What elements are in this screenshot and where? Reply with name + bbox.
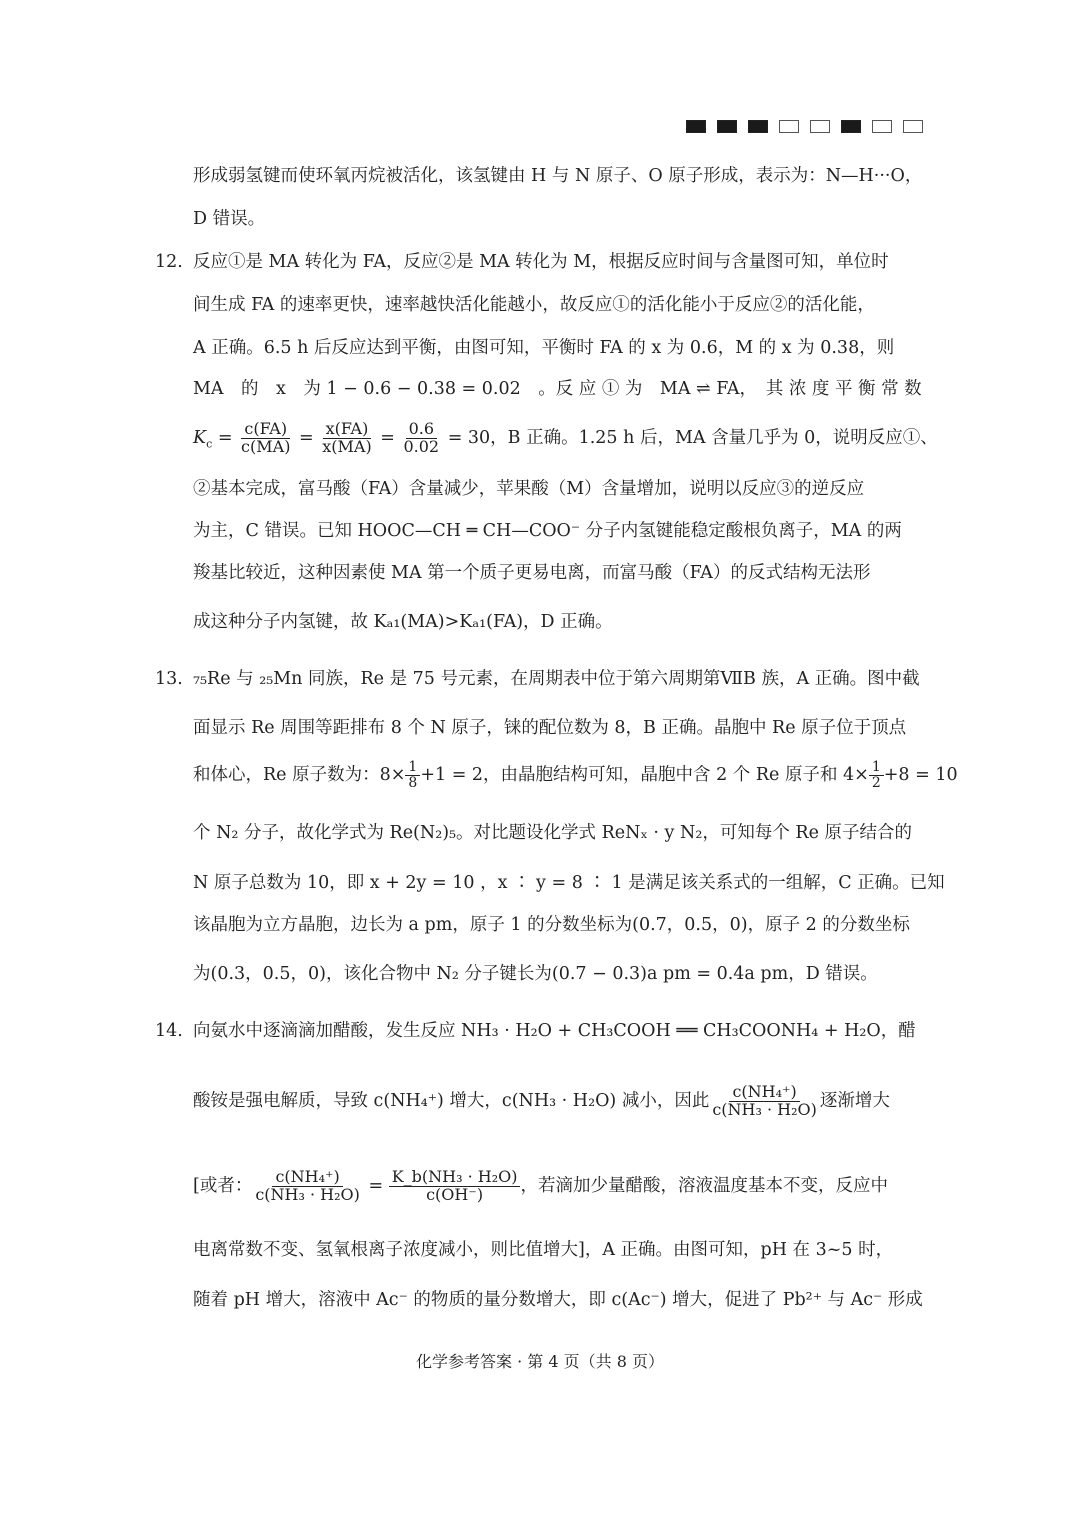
ratio-line (193, 1078, 925, 1124)
text-line: MA 的 x 为 1 − 0.6 − 0.38 = 0.02 。反 应 ① 为 MA ⇌ FA， 其 浓 度 平 衡 常 数 (193, 379, 922, 399)
text-run: +1 = 2，由晶胞结构可知，晶胞中含 2 个 Re 原子和 4× (420, 765, 869, 785)
text-line: 羧基比较近，这种因素使 MA 第一个质子更易电离，而富马酸（FA）的反式结构无法形 (193, 563, 871, 583)
kc-symbol: K (193, 428, 207, 448)
mark-filled (748, 120, 768, 133)
numerator: c(NH₄⁺) (729, 1084, 799, 1102)
text-line: A 正确。6.5 h 后反应达到平衡，由图可知，平衡时 FA 的 x 为 0.6，M 的 x 为 0.38，则 (193, 338, 895, 358)
denominator: c(NH₃ · H₂O) (255, 1185, 360, 1204)
question-number: 13. (155, 669, 183, 689)
text-line: D 错误。 (193, 209, 266, 229)
text-run: 酸铵是强电解质，导致 c(NH₄⁺) 增大，c(NH₃ · H₂O) 减小，因此 (193, 1091, 710, 1111)
question-number: 12. (155, 252, 183, 272)
text-line: N 原子总数为 10，即 x + 2y = 10 ，x ∶ y = 8 ∶ 1 是满足该关系式的一组解，C 正确。已知 (193, 873, 945, 893)
text-line: 反应①是 MA 转化为 FA，反应②是 MA 转化为 M，根据反应时间与含量图可知，单位时 (193, 252, 889, 272)
denominator: c(NH₃ · H₂O) (712, 1100, 817, 1119)
question-number: 14. (155, 1021, 183, 1041)
denominator: 0.02 (403, 437, 440, 456)
denominator: 2 (871, 775, 881, 791)
text-line: 间生成 FA 的速率更快，速率越快活化能越小，故反应①的活化能小于反应②的活化能， (193, 295, 875, 315)
text-run: +8 = 10 (883, 765, 958, 785)
mark-filled (841, 120, 861, 133)
text-line: 成这种分子内氢键，故 Kₐ₁(MA)>Kₐ₁(FA)，D 正确。 (193, 612, 613, 632)
alternative-ratio-line: [或者： $\frac{\text{c(NH₄⁺)}}{\text{c(NH₃ · H₂O)}}$ = $\frac{\text{K\_b(NH₃ · H₂O)}}{c(OH^-)}$ ，若滴加少量醋酸，溶液温度基本不变，反应中 (193, 1167, 888, 1204)
fraction (252, 1169, 363, 1204)
text-line: 面显示 Re 周围等距排布 8 个 N 原子，铼的配位数为 8，B 正确。晶胞中 Re 原子位于顶点 (193, 718, 907, 738)
fraction (319, 421, 374, 456)
mark-empty (810, 120, 830, 133)
mark-empty (779, 120, 799, 133)
numerator: x(FA) (323, 421, 372, 439)
kc-subscript: c (206, 437, 213, 451)
page-footer: 化学参考答案 · 第 4 页（共 8 页） (416, 1352, 664, 1371)
numerator: K_b(NH₃ · H₂O) (389, 1169, 521, 1187)
equilibrium-constant-line: $K_c$ = $\frac{c(FA)}{c(MA)}$ = $\frac{x(FA)}{x(MA)}$ = $\frac{0.6}{0.02}$ = 30，B 正确。1.25 h 后，MA 含量几乎为 0，说明反应①、 (193, 419, 938, 456)
mark-filled (686, 120, 706, 133)
numerator: 1 (405, 760, 420, 776)
denominator: x(MA) (322, 437, 372, 456)
fraction (405, 760, 420, 790)
fraction (400, 421, 442, 456)
mark-filled (717, 120, 737, 133)
text-line: 形成弱氢键而使环氧丙烷被活化，该氢键由 H 与 N 原子、O 原子形成，表示为：N—H···O， (193, 166, 923, 186)
fraction (709, 1084, 820, 1119)
text-run: = 30，B 正确。1.25 h 后，MA 含量几乎为 0，说明反应①、 (447, 428, 938, 448)
numerator: c(NH₄⁺) (272, 1169, 342, 1187)
fraction (389, 1169, 521, 1204)
page-marks (686, 120, 923, 133)
fraction (238, 421, 293, 456)
text-run: [或者： (193, 1176, 253, 1196)
numerator: 0.6 (406, 421, 437, 439)
text-line: 随着 pH 增大，溶液中 Ac⁻ 的物质的量分数增大，即 c(Ac⁻) 增大，促进了 Pb²⁺ 与 Ac⁻ 形成 (193, 1290, 923, 1310)
text-line: 电离常数不变、氢氧根离子浓度减小，则比值增大]，A 正确。由图可知，pH 在 3~5 时， (193, 1240, 894, 1260)
text-line: 为主，C 错误。已知 HOOC—CH ═ CH—COO⁻ 分子内氢键能稳定酸根负离子，MA 的两 (193, 521, 902, 541)
text-run: 和体心，Re 原子数为：8× (193, 765, 406, 785)
atom-count-line (193, 754, 958, 796)
text-line: ₇₅Re 与 ₂₅Mn 同族，Re 是 75 号元素，在周期表中位于第六周期第ⅦB 族，A 正确。图中截 (193, 669, 920, 689)
denominator: c(MA) (241, 437, 291, 456)
text-line: ②基本完成，富马酸（FA）含量减少，苹果酸（M）含量增加，说明以反应③的逆反应 (193, 479, 865, 499)
text-run: 逐渐增大 (819, 1091, 890, 1111)
text-line: 该晶胞为立方晶胞，边长为 a pm，原子 1 的分数坐标为(0.7，0.5，0)，原子 2 的分数坐标 (193, 915, 910, 935)
denominator: c(OH⁻) (426, 1185, 484, 1204)
fraction (869, 760, 884, 790)
text-run: ，若滴加少量醋酸，溶液温度基本不变，反应中 (520, 1176, 888, 1196)
numerator: c(FA) (241, 421, 290, 439)
text-line: 个 N₂ 分子，故化学式为 Re(N₂)₅。对比题设化学式 ReNₓ · y N₂，可知每个 Re 原子结合的 (193, 823, 912, 843)
numerator: 1 (869, 760, 884, 776)
text-line: 为(0.3，0.5，0)，该化合物中 N₂ 分子键长为(0.7 − 0.3)a pm = 0.4a pm，D 错误。 (193, 964, 878, 984)
denominator: 8 (408, 775, 418, 791)
text-line: 向氨水中逐滴滴加醋酸，发生反应 NH₃ · H₂O + CH₃COOH ══ CH₃COONH₄ + H₂O，醋 (193, 1021, 916, 1041)
mark-empty (903, 120, 923, 133)
mark-empty (872, 120, 892, 133)
